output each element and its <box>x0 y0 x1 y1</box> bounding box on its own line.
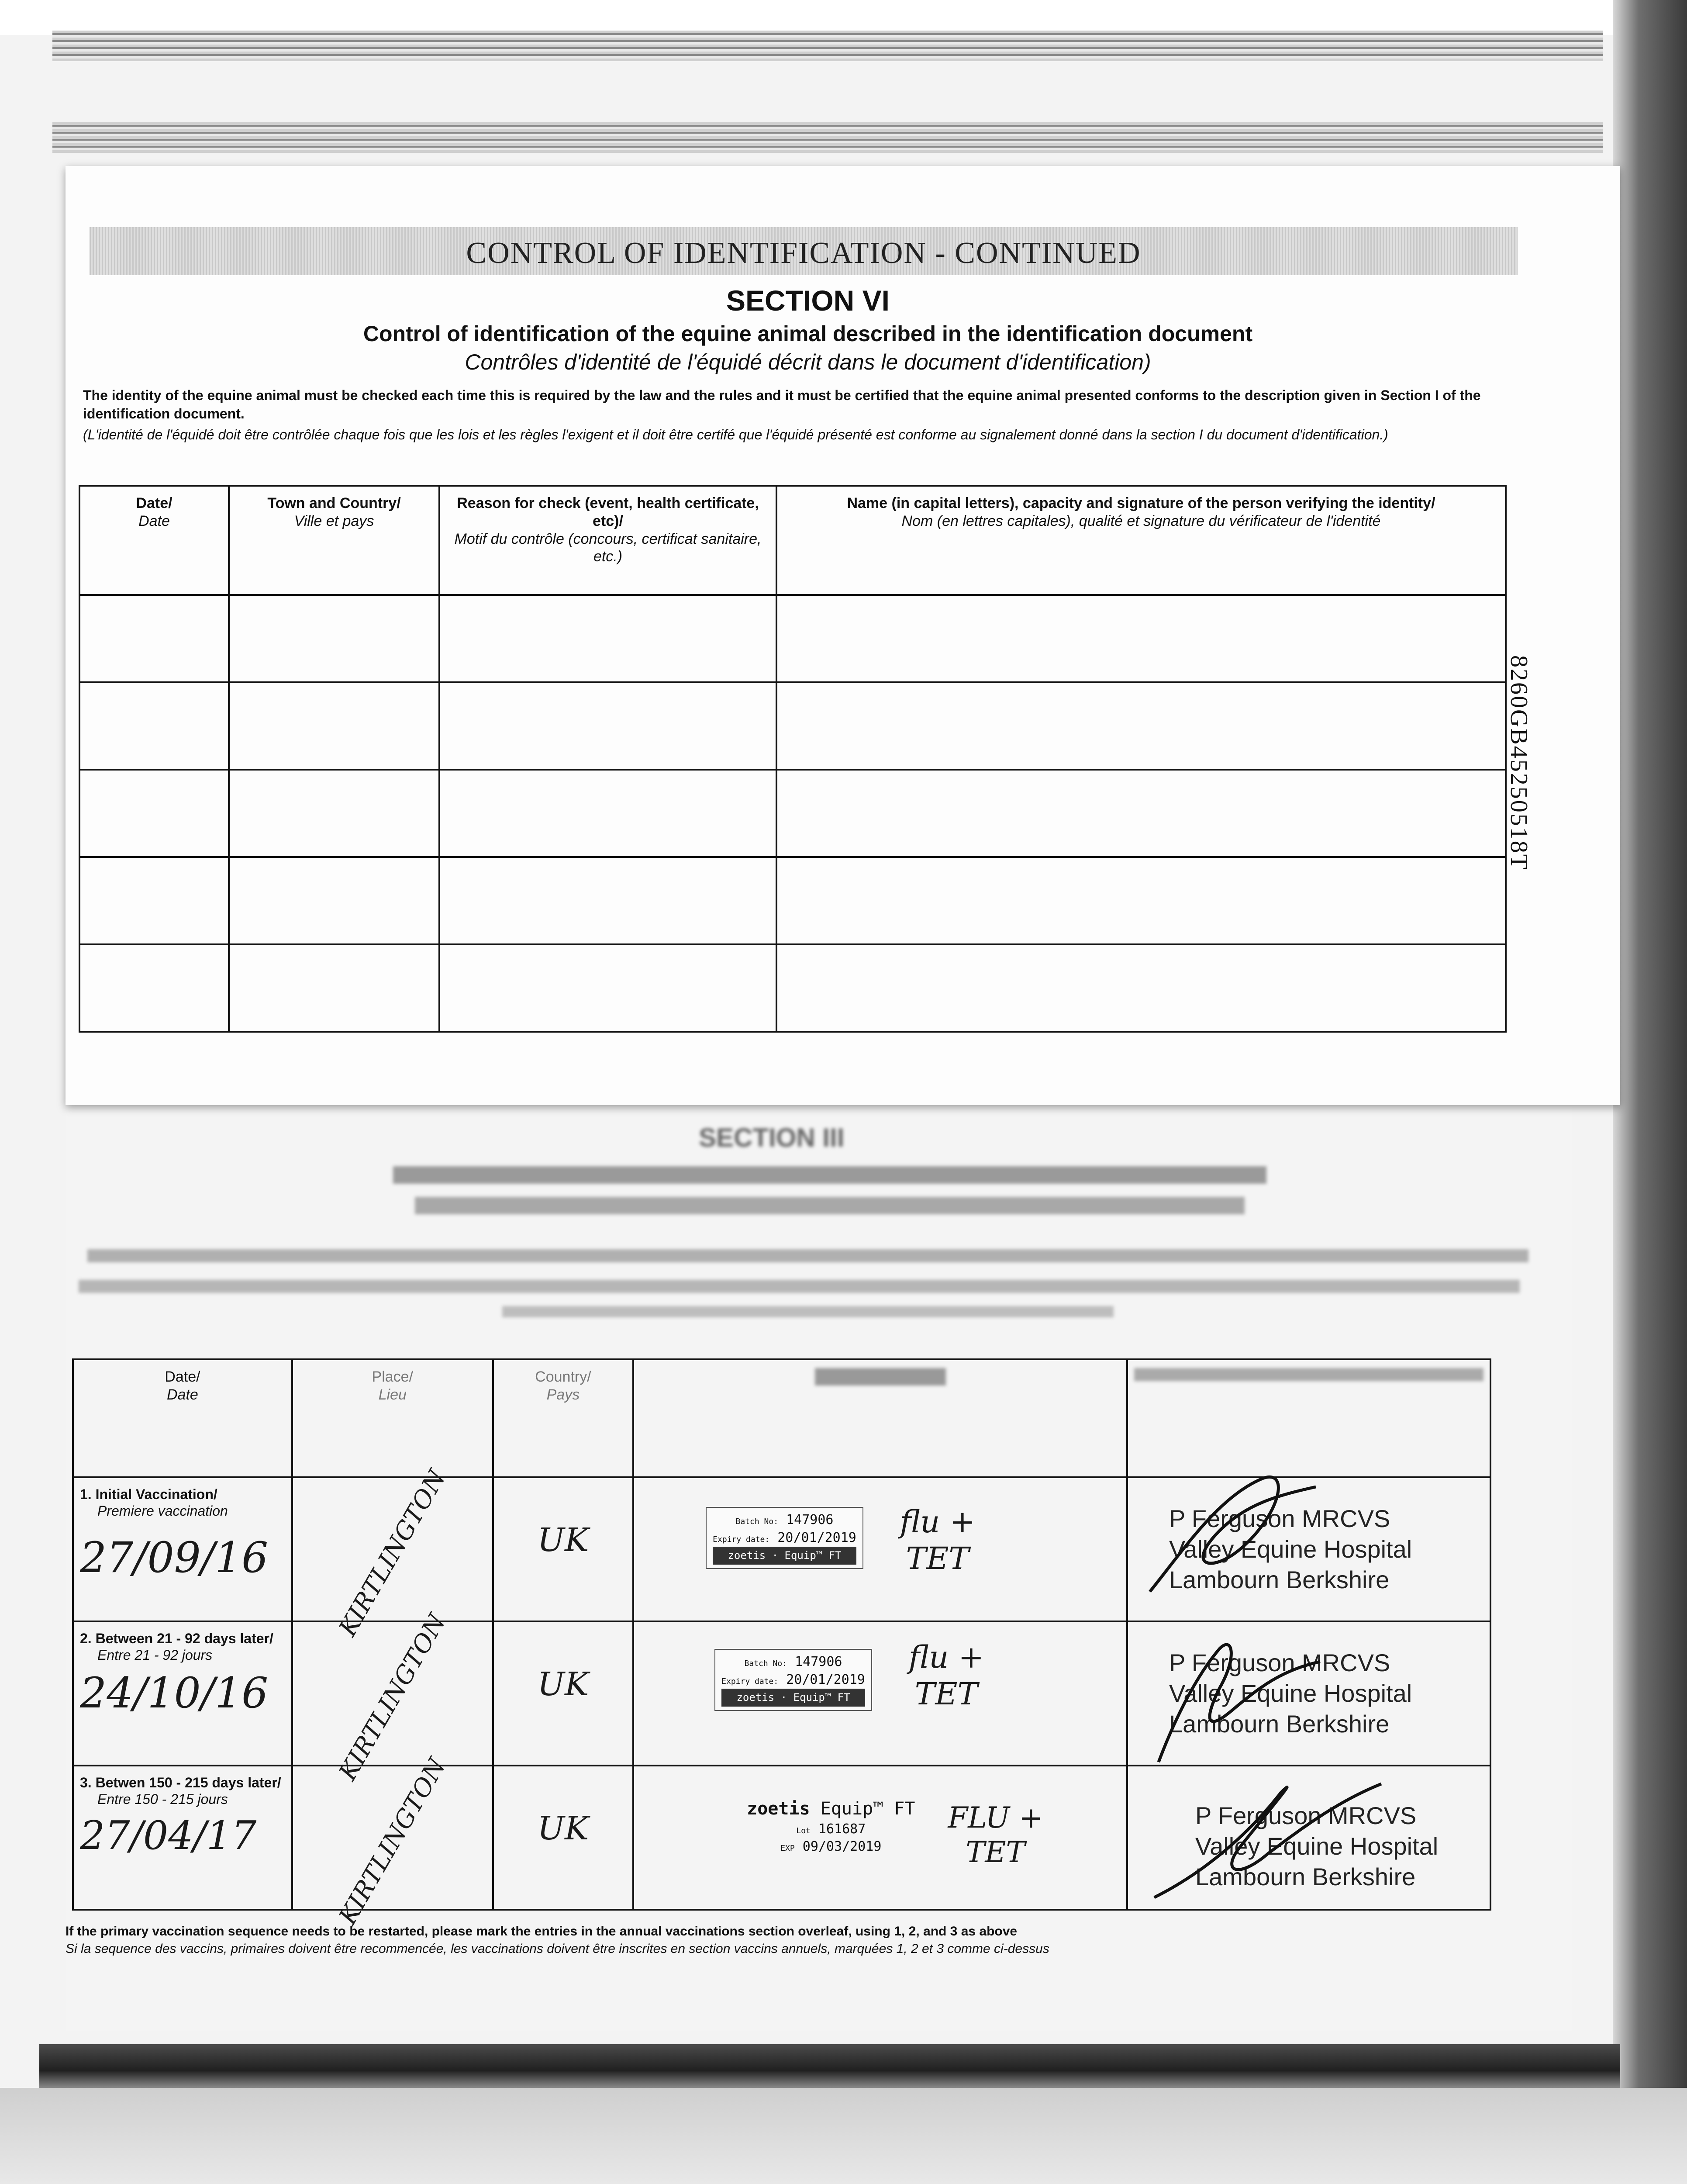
subtitle-fr: Contrôles d'identité de l'équidé décrit dans le document d'identification) <box>465 350 1151 374</box>
stamp-line: P Ferguson MRCVS <box>1169 1505 1390 1532</box>
brand: zoetis <box>736 1691 775 1704</box>
vaccine-sticker <box>741 1794 921 1859</box>
scan-shadow-right <box>1613 0 1687 2118</box>
header-place <box>292 1359 493 1477</box>
signature-icon <box>1137 1766 1399 1911</box>
cell-town[interactable] <box>229 682 439 770</box>
batch-label: Batch No: <box>744 1659 787 1669</box>
table-row <box>79 595 1506 682</box>
stamp-line: P Ferguson MRCVS <box>1169 1649 1390 1676</box>
handwritten-disease: flu + TET <box>900 1504 976 1576</box>
product: Equip™ FT <box>820 1798 915 1819</box>
blurred-line <box>415 1197 1245 1214</box>
header-vacc-date-fr: Date <box>167 1386 198 1403</box>
header-date <box>79 486 229 595</box>
vaccine-sticker: Batch No: 147906 Expiry date: 20/01/2019 zoetis · Equip™ FT <box>706 1507 863 1569</box>
vacc-place-cell[interactable] <box>292 1465 493 1641</box>
expiry-date: 09/03/2019 <box>802 1839 882 1855</box>
intro-fr: (L'identité de l'équidé doit être contrôlée chaque fois que les lois et les règles l'exigent et il doit être certifé que l'équidé présenté est conforme au signalement donné dans la section I du document d'identification.) <box>83 427 1388 442</box>
page-heading: CONTROL OF IDENTIFICATION - CONTINUED <box>466 236 1141 270</box>
cell-date[interactable] <box>79 857 229 944</box>
header-town-en: Town and Country/ <box>267 495 401 511</box>
cell-reason[interactable] <box>439 682 776 770</box>
vacc-row-3 <box>73 1766 1490 1910</box>
product: Equip™ FT <box>793 1691 850 1704</box>
vaccine-label-cell[interactable] <box>633 1477 1127 1621</box>
vacc-date-cell[interactable] <box>73 1477 292 1621</box>
stamp-line: Valley Equine Hospital <box>1169 1535 1412 1563</box>
header-reason-en: Reason for check (event, health certificate, etc)/ <box>457 495 759 529</box>
blurred-line <box>87 1249 1528 1262</box>
handwritten-date: 27/04/17 <box>80 1812 257 1859</box>
expiry-date: 20/01/2019 <box>777 1530 856 1545</box>
product: Equip™ FT <box>784 1549 842 1562</box>
header-vaccine-blurred <box>633 1359 1127 1477</box>
brand: zoetis <box>728 1549 766 1562</box>
header-vacc-date-en: Date/ <box>165 1368 200 1385</box>
signature-icon <box>1132 1461 1351 1605</box>
footer-note-en: If the primary vaccination sequence needs to be restarted, please mark the entries in the annual vaccinations section overleaf, using 1, 2, and 3 as above <box>66 1924 1018 1939</box>
header-place-en: Place/ <box>372 1368 414 1385</box>
vacc-country-cell[interactable] <box>493 1766 633 1910</box>
scan-bottom-bar <box>39 2044 1620 2088</box>
header-date-en: Date/ <box>136 495 172 511</box>
signature-icon <box>1132 1622 1351 1766</box>
expiry-label: Expiry date: <box>721 1676 779 1686</box>
stamp-line: Lambourn Berkshire <box>1169 1710 1390 1738</box>
handwritten-country: UK <box>537 1810 589 1847</box>
cell-town[interactable] <box>229 944 439 1032</box>
brand: zoetis <box>747 1798 810 1819</box>
scan-bottom-margin <box>0 2088 1687 2184</box>
row-label-fr: Entre 21 - 92 jours <box>97 1647 213 1663</box>
cell-date[interactable] <box>79 770 229 857</box>
handwritten-country: UK <box>537 1521 589 1559</box>
blurred-section-heading: SECTION III <box>699 1123 845 1152</box>
cell-date[interactable] <box>79 682 229 770</box>
vacc-header-row <box>73 1359 1490 1477</box>
cell-reason[interactable] <box>439 770 776 857</box>
vacc-row-1 <box>73 1477 1490 1621</box>
handwritten-disease: flu + TET <box>908 1639 984 1712</box>
handwritten-place: KIRTLINGTON <box>333 1609 452 1786</box>
expiry-label: Expiry date: <box>713 1534 770 1544</box>
header-country <box>493 1359 633 1477</box>
document-id: 8260GB45250518T <box>1505 655 1532 871</box>
vet-stamp-cell[interactable] <box>1127 1477 1490 1621</box>
cell-town[interactable] <box>229 770 439 857</box>
row-label-en: 1. Initial Vaccination/ <box>80 1486 217 1502</box>
header-town <box>229 486 439 595</box>
stamp-line: Valley Equine Hospital <box>1195 1832 1439 1860</box>
row-label-fr: Premiere vaccination <box>97 1503 228 1519</box>
cell-reason[interactable] <box>439 595 776 682</box>
header-country-en: Country/ <box>535 1368 591 1385</box>
cell-name[interactable] <box>776 682 1506 770</box>
table-row <box>79 944 1506 1032</box>
exp-label: EXP <box>780 1844 795 1853</box>
handwritten-country: UK <box>537 1666 589 1703</box>
table-header-row <box>79 486 1506 595</box>
cell-date[interactable] <box>79 595 229 682</box>
intro-en: The identity of the equine animal must be checked each time this is required by the law and the rules and it must be certified that the equine animal presented conforms to the description given in Section I of the identification document. <box>83 387 1481 422</box>
cell-town[interactable] <box>229 857 439 944</box>
batch-number: 147906 <box>795 1654 842 1670</box>
stamp-line: Lambourn Berkshire <box>1195 1863 1416 1890</box>
header-vacc-date <box>73 1359 292 1477</box>
row-label-fr: Entre 150 - 215 jours <box>97 1791 228 1807</box>
stamp-line: Lambourn Berkshire <box>1169 1566 1390 1593</box>
cell-reason[interactable] <box>439 944 776 1032</box>
blurred-text <box>1134 1368 1483 1381</box>
table-row <box>79 770 1506 857</box>
batch-number: 161687 <box>818 1821 866 1837</box>
scan-margin-top <box>0 0 1687 35</box>
stamp-line: Valley Equine Hospital <box>1169 1679 1412 1707</box>
header-country-fr: Pays <box>546 1386 580 1403</box>
vaccine-label-cell[interactable] <box>633 1621 1127 1766</box>
vet-stamp-cell[interactable] <box>1127 1766 1490 1910</box>
cell-date[interactable] <box>79 944 229 1032</box>
batch-label: Batch No: <box>735 1517 779 1527</box>
handwritten-disease: FLU + TET <box>948 1801 1043 1870</box>
stamp-line: P Ferguson MRCVS <box>1195 1802 1417 1829</box>
row-label-en: 3. Betwen 150 - 215 days later/ <box>80 1775 281 1790</box>
table-row <box>79 857 1506 944</box>
cell-name[interactable] <box>776 857 1506 944</box>
cell-name[interactable] <box>776 944 1506 1032</box>
cell-reason[interactable] <box>439 857 776 944</box>
section-title: SECTION VI <box>726 284 890 317</box>
handwritten-date: 27/09/16 <box>80 1533 269 1582</box>
subtitle-en: Control of identification of the equine animal described in the identification document <box>363 321 1253 346</box>
table-row <box>79 682 1506 770</box>
header-reason-fr: Motif du contrôle (concours, certificat sanitaire, etc.) <box>454 530 762 565</box>
vaccination-table <box>72 1358 1491 1930</box>
handwritten-date: 24/10/16 <box>80 1668 269 1717</box>
header-name <box>776 486 1506 595</box>
vacc-place-cell[interactable] <box>292 1753 493 1930</box>
lot-label: Lot <box>796 1826 811 1835</box>
cell-town[interactable] <box>229 595 439 682</box>
vacc-date-cell[interactable] <box>73 1766 292 1910</box>
cell-name[interactable] <box>776 770 1506 857</box>
page-edge-stripe <box>52 31 1603 61</box>
blurred-line <box>79 1280 1520 1293</box>
handwritten-place: KIRTLINGTON <box>333 1465 452 1641</box>
header-name-en: Name (in capital letters), capacity and signature of the person verifying the identity/ <box>847 495 1435 511</box>
expiry-date: 20/01/2019 <box>786 1672 865 1687</box>
vacc-row-2 <box>73 1621 1490 1766</box>
header-name-fr: Nom (en lettres capitales), qualité et signature du vérificateur de l'identité <box>901 512 1381 529</box>
handwritten-place: KIRTLINGTON <box>333 1753 452 1930</box>
row-label-en: 2. Between 21 - 92 days later/ <box>80 1631 273 1646</box>
header-reason <box>439 486 776 595</box>
header-place-fr: Lieu <box>378 1386 407 1403</box>
identity-check-table <box>79 485 1507 1033</box>
vaccine-sticker: Batch No: 147906 Expiry date: 20/01/2019 zoetis · Equip™ FT <box>714 1649 872 1711</box>
blurred-line <box>393 1166 1266 1184</box>
header-date-fr: Date <box>138 512 170 529</box>
vacc-date-cell[interactable] <box>73 1621 292 1766</box>
vaccine-label-cell[interactable] <box>633 1766 1127 1910</box>
vacc-country-cell[interactable] <box>493 1621 633 1766</box>
blurred-text <box>815 1368 946 1386</box>
page-edge-stripe <box>52 122 1603 153</box>
vacc-place-cell[interactable] <box>292 1609 493 1786</box>
vet-stamp-cell[interactable] <box>1127 1621 1490 1766</box>
header-town-fr: Ville et pays <box>294 512 374 529</box>
blurred-line <box>502 1306 1114 1317</box>
footer-note-fr: Si la sequence des vaccins, primaires doivent être recommencée, les vaccinations doivent être inscrites en section vaccins annuels, marquées 1, 2 et 3 comme ci-dessus <box>66 1942 1049 1956</box>
batch-number: 147906 <box>786 1512 834 1528</box>
vacc-country-cell[interactable] <box>493 1477 633 1621</box>
header-vet-blurred <box>1127 1359 1490 1477</box>
cell-name[interactable] <box>776 595 1506 682</box>
